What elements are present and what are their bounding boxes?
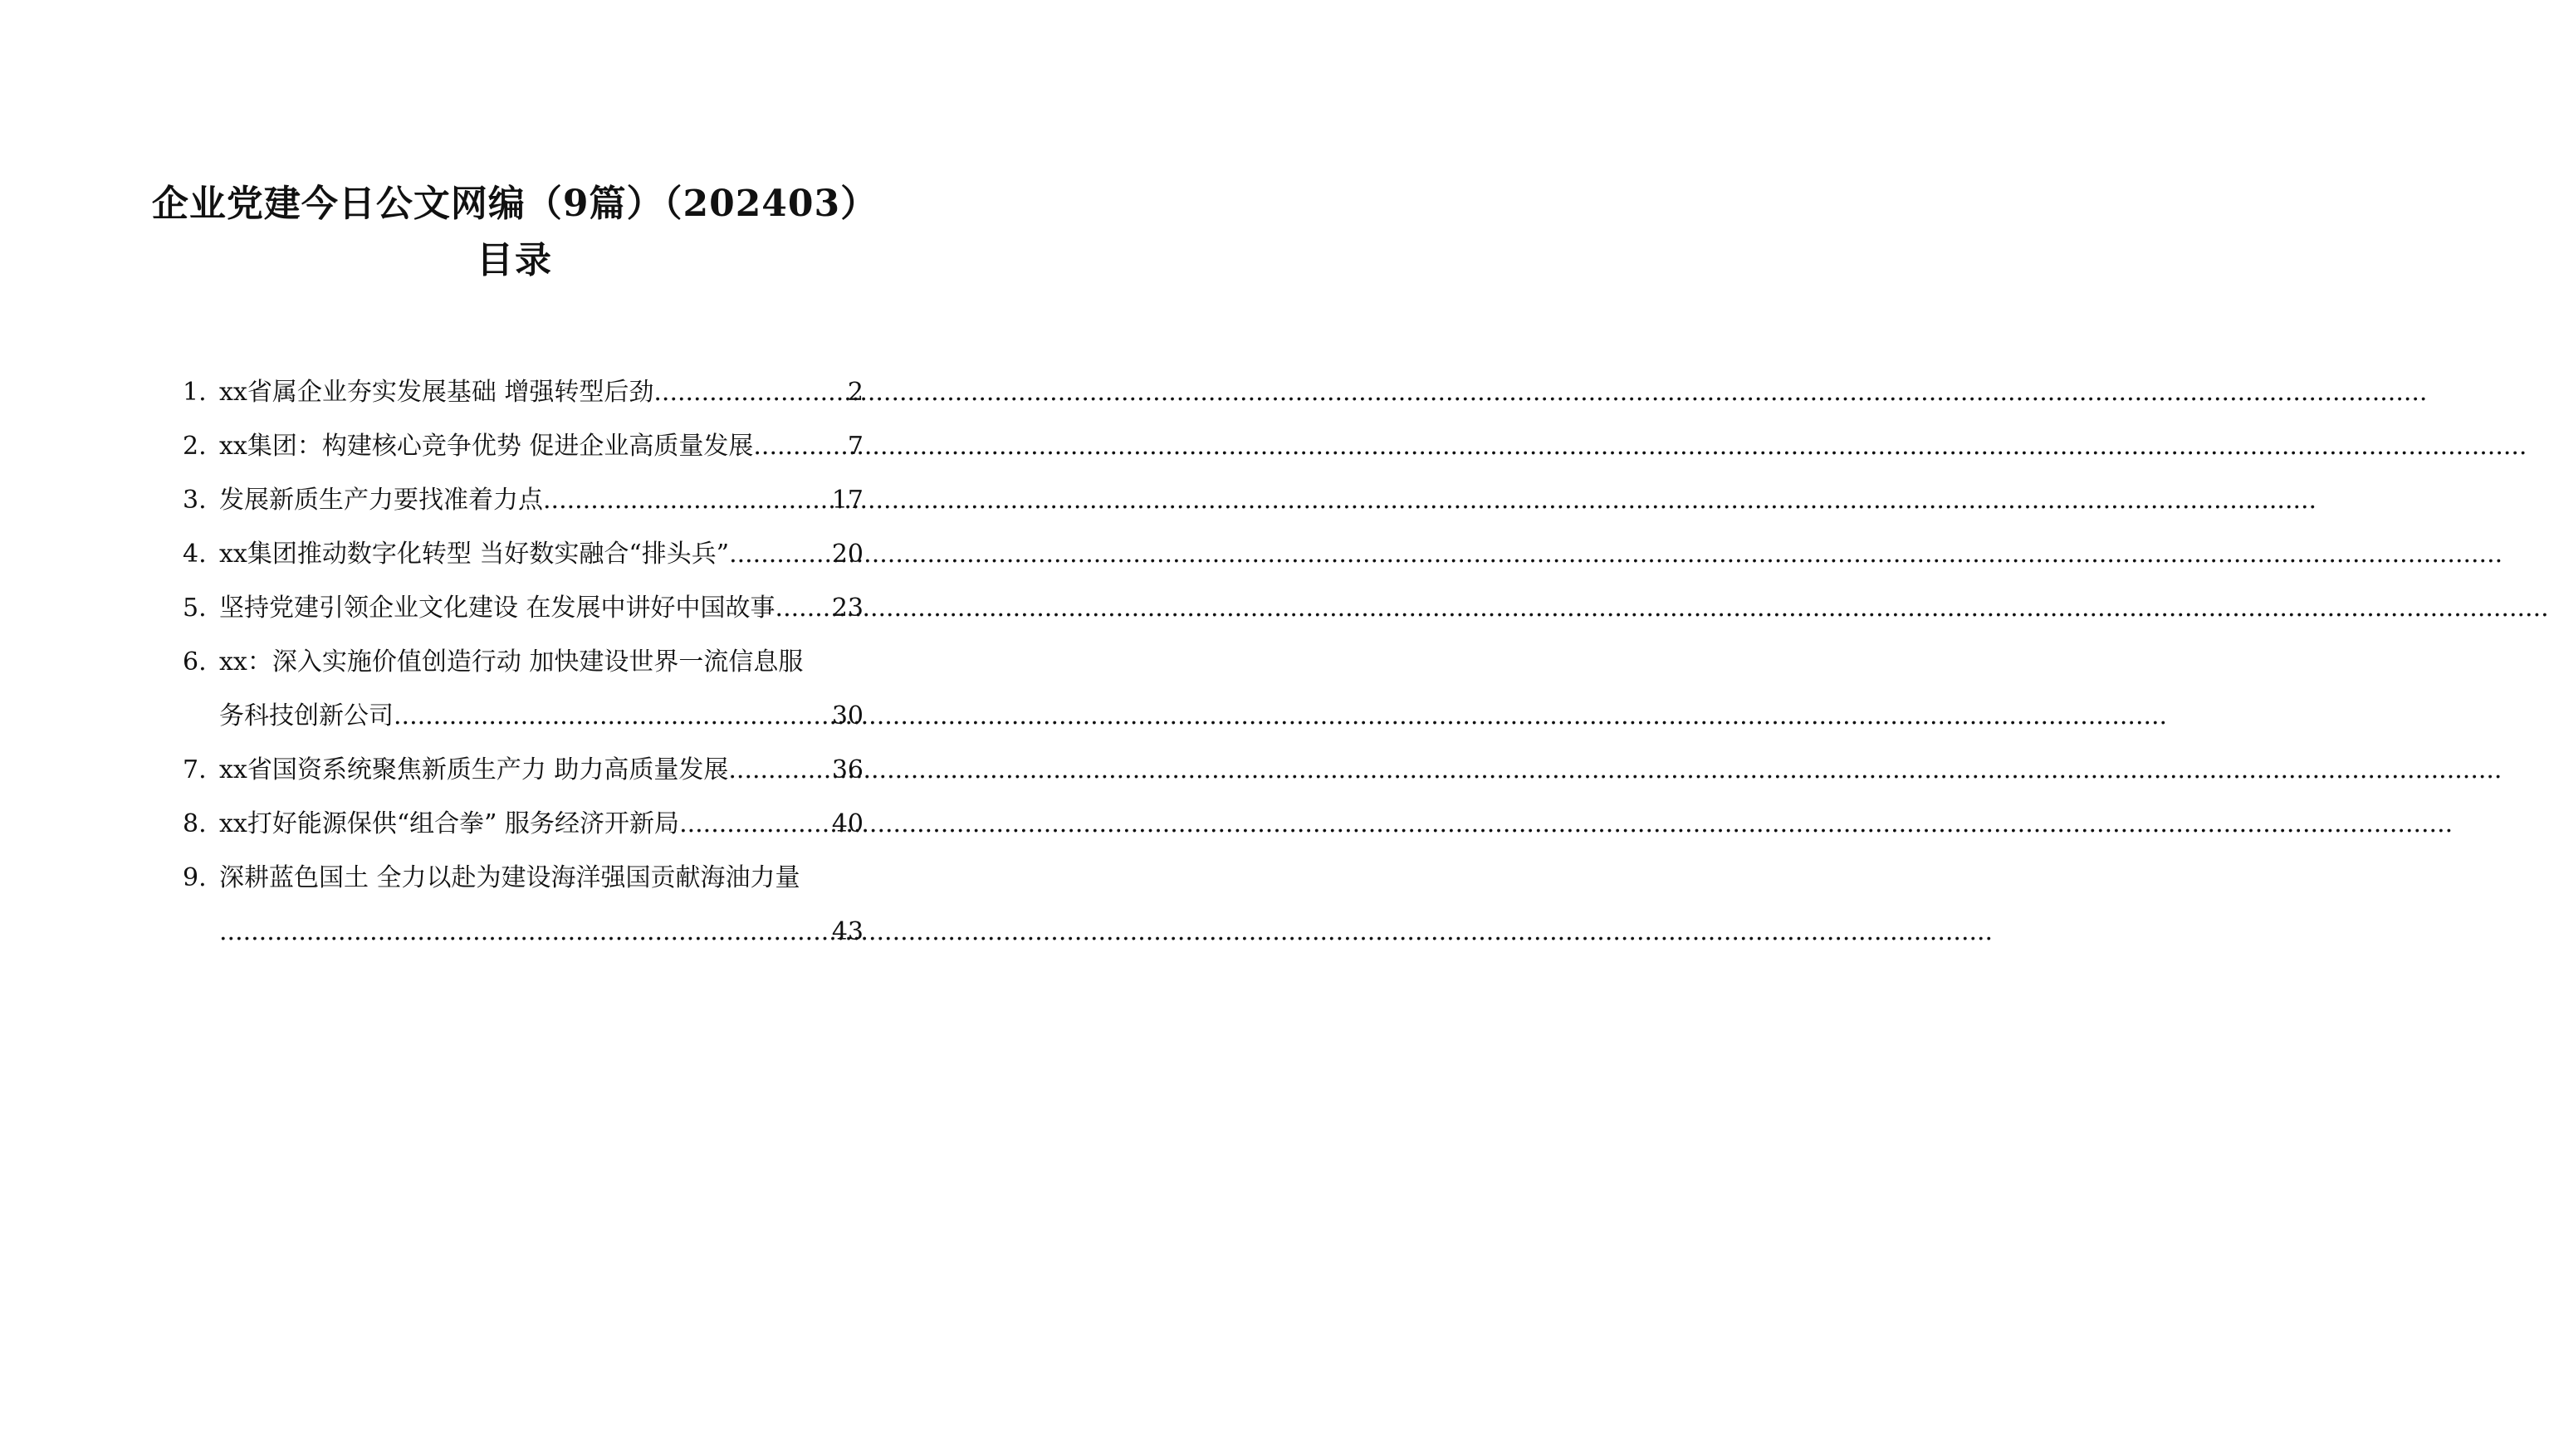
toc-entry-2[interactable] [183, 419, 864, 473]
document-title: 企业党建今日公文网编（9篇）（202403） [151, 183, 878, 225]
table-of-contents [183, 365, 864, 959]
toc-entry-6[interactable] [183, 635, 864, 743]
dot-leader [753, 419, 848, 473]
toc-entry-title: xx集团：构建核心竞争优势 促进企业高质量发展 [219, 432, 754, 461]
toc-entry-3[interactable] [183, 473, 864, 527]
toc-entry-7[interactable] [183, 743, 864, 797]
toc-entry-page: 40 [831, 809, 864, 838]
dot-leader [729, 527, 832, 581]
document-page [0, 0, 1030, 1456]
toc-entry-number: 8. [183, 809, 207, 838]
toc-entry-title: xx打好能源保供“组合拳” 服务经济开新局 [219, 809, 680, 838]
toc-entry-8[interactable] [183, 797, 864, 851]
toc-entry-page: 43 [831, 917, 864, 946]
toc-entry-page: 17 [831, 486, 864, 515]
toc-entry-number: 2. [183, 432, 207, 461]
dot-leader [543, 473, 832, 527]
toc-entry-title: 坚持党建引领企业文化建设 在发展中讲好中国故事 [219, 594, 775, 623]
toc-entry-number: 1. [183, 378, 207, 407]
toc-entry-page: 23 [831, 594, 864, 623]
dot-leader [679, 797, 832, 851]
toc-entry-title-continuation: 务科技创新公司 [219, 701, 394, 730]
dot-leader [219, 905, 832, 959]
toc-entry-title: xx：深入实施价值创造行动 加快建设世界一流信息服 [219, 647, 804, 677]
toc-entry-number: 7. [183, 755, 207, 784]
toc-entry-number: 3. [183, 486, 207, 515]
toc-entry-number: 5. [183, 594, 207, 623]
dot-leader [653, 365, 848, 419]
toc-entry-page: 30 [831, 701, 864, 730]
dot-leader [394, 689, 832, 743]
title-block [125, 178, 905, 287]
toc-entry-page: 36 [831, 755, 864, 784]
toc-entry-number: 4. [183, 540, 207, 569]
toc-entry-page: 7 [847, 432, 864, 461]
toc-entry-5[interactable] [183, 581, 864, 635]
toc-entry-number: 9. [183, 863, 207, 892]
toc-entry-title: xx集团推动数字化转型 当好数实融合“排头兵” [219, 540, 730, 569]
toc-heading: 目录 [477, 239, 553, 281]
toc-entry-9[interactable] [183, 851, 864, 959]
toc-entry-title: xx省属企业夯实发展基础 增强转型后劲 [219, 378, 654, 407]
toc-entry-page: 2 [847, 378, 864, 407]
toc-entry-1[interactable] [183, 365, 864, 419]
toc-entry-page: 20 [831, 540, 864, 569]
toc-entry-4[interactable] [183, 527, 864, 581]
dot-leader [728, 743, 831, 797]
toc-entry-title: 深耕蓝色国土 全力以赴为建设海洋强国贡献海油力量 [219, 863, 800, 892]
toc-entry-title: xx省国资系统聚焦新质生产力 助力高质量发展 [219, 755, 729, 784]
dot-leader [775, 581, 832, 635]
toc-entry-number: 6. [183, 647, 207, 677]
toc-entry-title: 发展新质生产力要找准着力点 [219, 486, 543, 515]
